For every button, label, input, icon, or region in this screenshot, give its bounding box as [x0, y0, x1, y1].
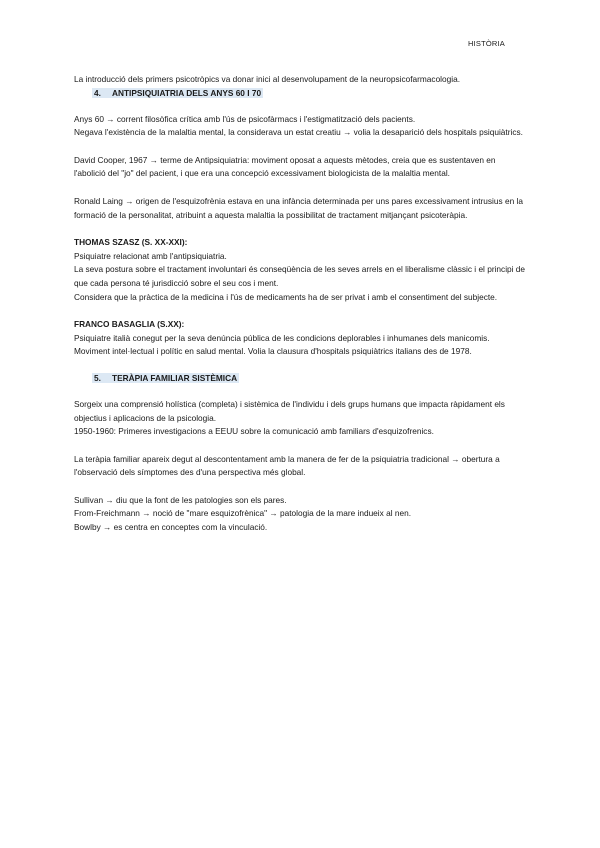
document-body: [74, 73, 529, 535]
szasz-line-3: Considera que la pràctica de la medicina i l'ús de medicaments ha de ser privat i amb el consentiment del subjecte.: [74, 291, 498, 302]
section-4-highlight: [92, 88, 263, 98]
szasz-name: THOMAS SZASZ (S. XX-XXI):: [74, 237, 188, 248]
section-4-number: 4.: [94, 87, 101, 98]
bowlby-line: Bowlby → es centra en conceptes com la vinculació.: [74, 522, 268, 533]
page-header-label: HISTÒRIA: [467, 39, 505, 48]
sullivan-line: Sullivan → diu que la font de les patologies son els pares.: [74, 494, 287, 505]
anys60-line-1: Anys 60 → corrent filosòfica crítica amb l'ús de psicofàrmacs i l'estigmatització dels pacients.: [74, 113, 416, 124]
section-5-highlight: [92, 373, 239, 383]
cooper-paragraph: David Cooper, 1967 → terme de Antipsiquiatria: moviment oposat a aquests mètodes, creia que es sustentaven en l'abolició del "jo" del pacient, i que era una concepció excessivament biologicista de la malaltia mental.: [74, 154, 496, 179]
szasz-line-1: Psiquiatre relacionat amb l'antipsiquiatria.: [74, 250, 227, 261]
sistemica-line-1: Sorgeix una comprensió holística (completa) i sistèmica de l'individu i dels grups humans que impacta ràpidament els objectius i aplicacions de la psicologia.: [74, 398, 505, 423]
anys60-line-2: Negava l'existència de la malaltia mental, la considerava un estat creatiu → volia la desaparició dels hospitals psiquiàtrics.: [74, 127, 523, 138]
szasz-line-2: La seva postura sobre el tractament involuntari és conseqüència de les seves arrels en el liberalisme clàssic i el principi de que cada persona té jurisdicció sobre el seu cos i ment.: [74, 264, 526, 288]
basaglia-name: FRANCO BASAGLIA (S.XX):: [74, 319, 185, 330]
sistemica-line-3: La teràpia familiar apareix degut al descontentament amb la manera de fer de la psiquiatria tradicional → obertura a l'observació dels símptomes des d'una perspectiva més global.: [74, 453, 500, 478]
sistemica-line-2: 1950-1960: Primeres investigacions a EEUU sobre la comunicació amb familiars d'esquizofrenics.: [74, 426, 434, 437]
section-5-heading: [92, 372, 529, 385]
section-5-title: TERÀPIA FAMILIAR SISTÈMICA: [112, 372, 238, 383]
section-5-number: 5.: [94, 372, 101, 383]
basaglia-line-2: Moviment intel·lectual i polític en salud mental. Volia la clausura d'hospitals psiquiàtrics italians des de 1978.: [74, 346, 472, 357]
section-4-heading: [92, 87, 529, 100]
laing-paragraph: Ronald Laing → origen de l'esquizofrènia estava en una infància determinada per uns pares excessivament intrusius en la formació de la personalitat, atribuint a aquesta malaltia la possibilitat de tractament mitjançant psicoteràpia.: [74, 195, 523, 220]
intro-paragraph: La introducció dels primers psicotròpics va donar inici al desenvolupament de la neuropsicofarmacologia.: [74, 74, 461, 84]
basaglia-line-1: Psiquiatre italià conegut per la seva denúncia pública de les condicions deplorables i inhumanes dels manicomis.: [74, 332, 490, 343]
section-4-title: ANTIPSIQUIATRIA DELS ANYS 60 I 70: [112, 87, 262, 98]
fromm-line: From-Freichmann → noció de "mare esquizofrènica" → patologia de la mare indueix al nen.: [74, 508, 412, 519]
